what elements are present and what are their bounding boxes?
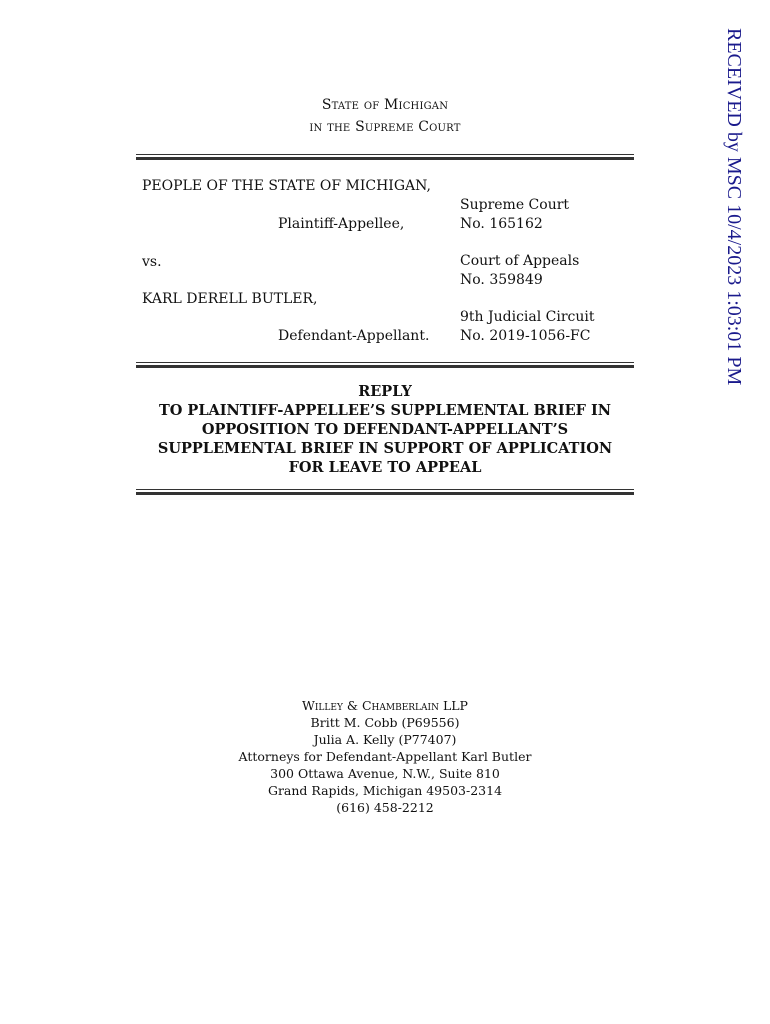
circuit-court-label: 9th Judicial Circuit [460, 309, 595, 325]
title-line-1: REPLY [358, 383, 412, 400]
title-bottom-rule [136, 489, 634, 495]
defendant-role: Defendant-Appellant. [278, 328, 430, 344]
versus-label: vs. [142, 254, 162, 270]
state-heading: State of Michigan [321, 97, 449, 113]
supreme-court-number: No. 165162 [460, 216, 543, 232]
attorney-name-1: Britt M. Cobb (P69556) [310, 715, 460, 730]
caption-bottom-rule [136, 362, 634, 368]
supreme-court-label: Supreme Court [460, 197, 570, 213]
title-line-4: SUPPLEMENTAL BRIEF IN SUPPORT OF APPLICATION [157, 440, 613, 457]
plaintiff-name: PEOPLE OF THE STATE OF MICHIGAN, [142, 178, 431, 194]
attorney-name-2: Julia A. Kelly (P77407) [313, 732, 457, 747]
law-firm-name: Willey & Chamberlain LLP [302, 698, 468, 713]
circuit-court-number: No. 2019-1056-FC [460, 328, 591, 344]
court-heading: in the Supreme Court [309, 119, 461, 135]
plaintiff-role: Plaintiff-Appellee, [278, 216, 405, 232]
title-line-3: OPPOSITION TO DEFENDANT-APPELLANT’S [201, 421, 569, 438]
court-of-appeals-number: No. 359849 [460, 272, 543, 288]
caption-top-rule [136, 154, 634, 160]
title-line-5: FOR LEAVE TO APPEAL [288, 459, 482, 476]
address-line-1: 300 Ottawa Avenue, N.W., Suite 810 [270, 766, 500, 781]
address-line-2: Grand Rapids, Michigan 49503-2314 [267, 783, 503, 798]
court-header [136, 94, 634, 138]
defendant-name: KARL DERELL BUTLER, [142, 291, 318, 307]
brief-title [136, 382, 634, 477]
attorney-role: Attorneys for Defendant-Appellant Karl Butler [238, 749, 532, 764]
counsel-block [136, 697, 634, 816]
title-line-2: TO PLAINTIFF-APPELLEE’S SUPPLEMENTAL BRIEF IN [158, 402, 612, 419]
received-stamp [722, 28, 746, 398]
received-stamp-text: RECEIVED by MSC 10/4/2023 1:03:01 PM [723, 28, 745, 386]
phone-number: (616) 458-2212 [336, 800, 434, 815]
case-caption [142, 176, 634, 356]
court-of-appeals-label: Court of Appeals [460, 253, 580, 269]
